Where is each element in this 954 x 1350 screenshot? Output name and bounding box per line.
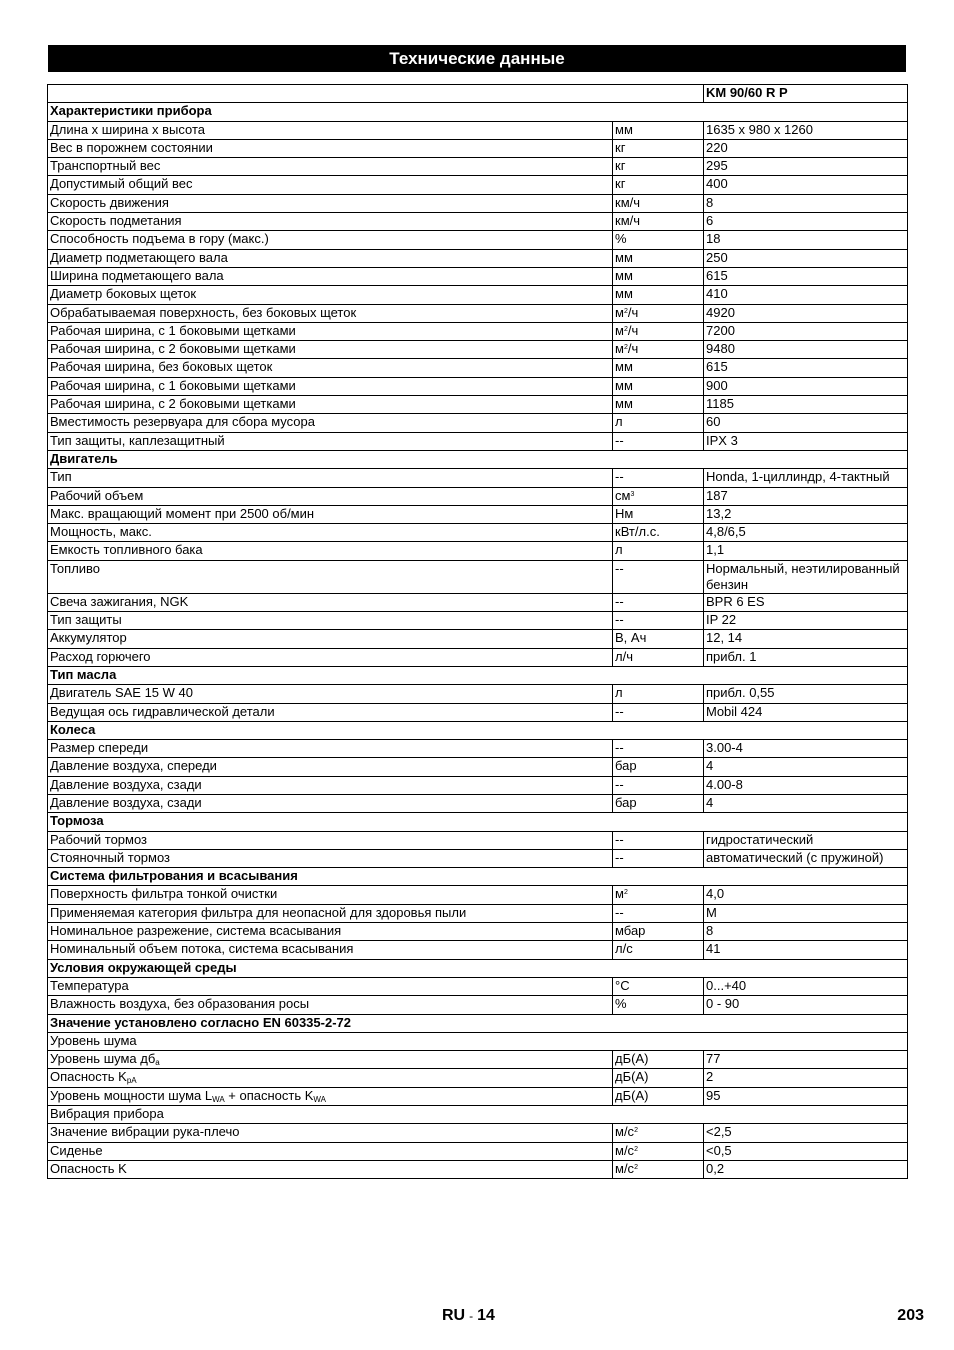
param-unit: %	[613, 231, 704, 249]
param-unit	[613, 886, 704, 904]
param-unit: мм	[613, 267, 704, 285]
unit-exponent: 2	[623, 307, 628, 315]
param-label: Длина x ширина x высота	[48, 121, 613, 139]
param-value: Honda, 1-циллиндр, 4-тактный	[704, 469, 908, 487]
model-header-blank	[48, 85, 704, 103]
param-label: Топливо	[48, 560, 613, 593]
param-label: Ширина подметающего вала	[48, 267, 613, 285]
param-value: 4	[704, 758, 908, 776]
unit-exponent: 3	[630, 490, 635, 498]
unit-text: см	[615, 487, 631, 503]
param-value: 220	[704, 139, 908, 157]
param-unit: мм	[613, 396, 704, 414]
param-value: 615	[704, 267, 908, 285]
param-unit: кг	[613, 176, 704, 194]
param-unit: л/с	[613, 941, 704, 959]
param-unit: кг	[613, 158, 704, 176]
param-value: прибл. 0,55	[704, 685, 908, 703]
param-value: IPX 3	[704, 432, 908, 450]
param-label: Поверхность фильтра тонкой очистки	[48, 886, 613, 904]
param-unit: В, Ач	[613, 630, 704, 648]
unit-text: /ч	[627, 322, 639, 338]
param-label: Скорость подметания	[48, 213, 613, 231]
table-row	[48, 886, 908, 904]
table-row	[48, 831, 908, 849]
param-label: Тип защиты	[48, 612, 613, 630]
param-value: прибл. 1	[704, 648, 908, 666]
param-unit: --	[613, 432, 704, 450]
param-label: Номинальный объем потока, система всасывания	[48, 941, 613, 959]
table-row	[48, 1124, 908, 1142]
param-value: автоматический (с пружиной)	[704, 849, 908, 867]
section-heading-row	[48, 1014, 908, 1032]
param-value: 2	[704, 1069, 908, 1087]
param-unit: мм	[613, 286, 704, 304]
table-row	[48, 1106, 908, 1124]
section-heading: Система фильтрования и всасывания	[48, 868, 908, 886]
section-heading: Двигатель	[48, 450, 908, 468]
param-unit: мм	[613, 121, 704, 139]
label-subscript: a	[155, 1058, 160, 1068]
param-label: Давление воздуха, сзади	[48, 794, 613, 812]
table-row	[48, 648, 908, 666]
param-label: Двигатель SAE 15 W 40	[48, 685, 613, 703]
param-value: 77	[704, 1051, 908, 1069]
section-heading: Характеристики прибора	[48, 103, 908, 121]
table-row	[48, 286, 908, 304]
table-row	[48, 139, 908, 157]
param-label: Рабочий тормоз	[48, 831, 613, 849]
table-row	[48, 630, 908, 648]
param-unit: л	[613, 542, 704, 560]
table-row	[48, 560, 908, 593]
table-row	[48, 977, 908, 995]
label-text: Опасность K	[50, 1069, 127, 1085]
param-unit: мм	[613, 249, 704, 267]
label-subscript: WA	[212, 1094, 225, 1104]
table-row	[48, 249, 908, 267]
param-unit: --	[613, 612, 704, 630]
param-label: Емкость топливного бака	[48, 542, 613, 560]
table-row	[48, 1051, 908, 1069]
table-row	[48, 542, 908, 560]
param-label: Свеча зажигания, NGK	[48, 593, 613, 611]
table-row	[48, 941, 908, 959]
section-heading-row	[48, 959, 908, 977]
param-label: Ведущая ось гидравлической детали	[48, 703, 613, 721]
footer-num: 14	[477, 1307, 495, 1324]
unit-text: м/с	[615, 1142, 635, 1158]
param-value: 4,0	[704, 886, 908, 904]
page-title: Технические данные	[48, 45, 906, 72]
section-heading: Тормоза	[48, 813, 908, 831]
param-label: Вибрация прибора	[48, 1106, 908, 1124]
param-value: 187	[704, 487, 908, 505]
param-unit	[613, 341, 704, 359]
param-label: Влажность воздуха, без образования росы	[48, 996, 613, 1014]
param-value: 6	[704, 213, 908, 231]
param-unit: --	[613, 776, 704, 794]
param-label: Диаметр подметающего вала	[48, 249, 613, 267]
section-heading-row	[48, 450, 908, 468]
param-unit: бар	[613, 758, 704, 776]
param-value: <2,5	[704, 1124, 908, 1142]
param-label: Тип	[48, 469, 613, 487]
param-label: Температура	[48, 977, 613, 995]
table-row	[48, 849, 908, 867]
page-footer-label	[442, 1307, 495, 1325]
unit-text: м	[615, 886, 624, 902]
table-row	[48, 923, 908, 941]
param-unit: --	[613, 593, 704, 611]
label-text: Уровень шума дб	[50, 1051, 156, 1067]
param-label: Скорость движения	[48, 194, 613, 212]
param-label	[48, 1069, 613, 1087]
param-unit	[613, 322, 704, 340]
table-row	[48, 213, 908, 231]
table-row	[48, 904, 908, 922]
param-label	[48, 1051, 613, 1069]
unit-exponent: 2	[634, 1163, 638, 1171]
param-value: 1635 x 980 x 1260	[704, 121, 908, 139]
unit-text: м	[615, 304, 624, 320]
param-unit: --	[613, 703, 704, 721]
unit-exponent: 2	[623, 344, 628, 352]
param-value: 18	[704, 231, 908, 249]
table-row	[48, 758, 908, 776]
footer-dash: -	[469, 1309, 474, 1323]
param-value: 4920	[704, 304, 908, 322]
unit-exponent: 2	[623, 889, 628, 897]
param-value: IP 22	[704, 612, 908, 630]
table-row	[48, 685, 908, 703]
param-label: Обрабатываемая поверхность, без боковых щеток	[48, 304, 613, 322]
model-name: KM 90/60 R P	[704, 85, 908, 103]
param-unit: --	[613, 849, 704, 867]
param-label: Значение вибрации рука-плечо	[48, 1124, 613, 1142]
param-label: Рабочий объем	[48, 487, 613, 505]
table-row	[48, 194, 908, 212]
table-row	[48, 432, 908, 450]
param-label: Номинальное разрежение, система всасывания	[48, 923, 613, 941]
param-unit: мм	[613, 359, 704, 377]
param-unit: --	[613, 740, 704, 758]
label-subscript: pA	[126, 1076, 137, 1086]
param-label: Давление воздуха, спереди	[48, 758, 613, 776]
table-row	[48, 703, 908, 721]
table-row	[48, 304, 908, 322]
param-value: 60	[704, 414, 908, 432]
param-label: Допустимый общий вес	[48, 176, 613, 194]
table-row	[48, 776, 908, 794]
table-row	[48, 1160, 908, 1178]
unit-exponent: 2	[634, 1127, 638, 1135]
param-unit: --	[613, 560, 704, 593]
table-row	[48, 612, 908, 630]
param-label: Рабочая ширина, с 1 боковыми щетками	[48, 322, 613, 340]
param-unit	[613, 487, 704, 505]
table-row	[48, 231, 908, 249]
param-label: Давление воздуха, сзади	[48, 776, 613, 794]
param-value: 410	[704, 286, 908, 304]
param-value: 4	[704, 794, 908, 812]
param-value: 9480	[704, 341, 908, 359]
param-label: Диаметр боковых щеток	[48, 286, 613, 304]
param-unit: кВт/л.с.	[613, 524, 704, 542]
unit-exponent: 2	[623, 325, 628, 333]
param-value: 0 - 90	[704, 996, 908, 1014]
param-unit: бар	[613, 794, 704, 812]
param-label	[48, 1087, 613, 1105]
section-heading-row	[48, 103, 908, 121]
model-header-row	[48, 85, 908, 103]
table-row	[48, 1142, 908, 1160]
section-heading-row	[48, 721, 908, 739]
param-value: 8	[704, 194, 908, 212]
param-label: Рабочая ширина, с 2 боковыми щетками	[48, 341, 613, 359]
param-value: <0,5	[704, 1142, 908, 1160]
param-unit	[613, 304, 704, 322]
param-unit: дБ(A)	[613, 1051, 704, 1069]
param-label: Вес в порожнем состоянии	[48, 139, 613, 157]
param-unit: дБ(A)	[613, 1087, 704, 1105]
section-heading: Колеса	[48, 721, 908, 739]
section-heading: Значение установлено согласно EN 60335-2-72	[48, 1014, 908, 1032]
param-value: 41	[704, 941, 908, 959]
section-heading-row	[48, 868, 908, 886]
param-value: 400	[704, 176, 908, 194]
param-value: 13,2	[704, 505, 908, 523]
param-unit: кг	[613, 139, 704, 157]
table-row	[48, 1032, 908, 1050]
param-label: Вместимость резервуара для сбора мусора	[48, 414, 613, 432]
param-unit: км/ч	[613, 213, 704, 231]
label-text: Уровень мощности шума L	[50, 1087, 213, 1103]
param-label: Размер спереди	[48, 740, 613, 758]
table-row	[48, 593, 908, 611]
param-label: Расход горючего	[48, 648, 613, 666]
param-label: Аккумулятор	[48, 630, 613, 648]
param-value: 12, 14	[704, 630, 908, 648]
param-unit: л/ч	[613, 648, 704, 666]
table-row	[48, 740, 908, 758]
param-unit: --	[613, 469, 704, 487]
param-unit: мм	[613, 377, 704, 395]
param-value: 900	[704, 377, 908, 395]
param-label: Макс. вращающий момент при 2500 об/мин	[48, 505, 613, 523]
param-unit: --	[613, 831, 704, 849]
param-unit: л	[613, 414, 704, 432]
footer-lang: RU	[442, 1307, 466, 1324]
param-value: 250	[704, 249, 908, 267]
table-row	[48, 996, 908, 1014]
param-unit	[613, 1124, 704, 1142]
param-value: 4.00-8	[704, 776, 908, 794]
param-value: 95	[704, 1087, 908, 1105]
param-label: Сиденье	[48, 1142, 613, 1160]
table-row	[48, 158, 908, 176]
table-row	[48, 487, 908, 505]
table-row	[48, 414, 908, 432]
param-value: 1,1	[704, 542, 908, 560]
table-row	[48, 396, 908, 414]
param-value: Mobil 424	[704, 703, 908, 721]
section-heading: Тип масла	[48, 666, 908, 684]
table-row	[48, 505, 908, 523]
param-label: Рабочая ширина, без боковых щеток	[48, 359, 613, 377]
unit-text: м/с	[615, 1160, 635, 1176]
param-value: 615	[704, 359, 908, 377]
unit-text: м	[615, 322, 624, 338]
table-row	[48, 267, 908, 285]
param-value: 1185	[704, 396, 908, 414]
table-row	[48, 794, 908, 812]
table-row	[48, 524, 908, 542]
unit-text: /ч	[627, 304, 639, 320]
param-value: 3.00-4	[704, 740, 908, 758]
table-row	[48, 1087, 908, 1105]
param-label: Рабочая ширина, с 1 боковыми щетками	[48, 377, 613, 395]
param-unit: л	[613, 685, 704, 703]
page-number: 203	[897, 1307, 924, 1324]
table-row	[48, 341, 908, 359]
param-unit	[613, 1142, 704, 1160]
param-unit: °C	[613, 977, 704, 995]
unit-text: /ч	[627, 341, 639, 357]
param-label: Тип защиты, каплезащитный	[48, 432, 613, 450]
param-label: Мощность, макс.	[48, 524, 613, 542]
param-label: Уровень шума	[48, 1032, 908, 1050]
param-label: Способность подъема в гору (макс.)	[48, 231, 613, 249]
section-heading: Условия окружающей среды	[48, 959, 908, 977]
param-value: гидростатический	[704, 831, 908, 849]
param-value: 0...+40	[704, 977, 908, 995]
param-value: BPR 6 ES	[704, 593, 908, 611]
table-row	[48, 322, 908, 340]
param-label: Транспортный вес	[48, 158, 613, 176]
param-unit: мбар	[613, 923, 704, 941]
param-unit: %	[613, 996, 704, 1014]
tech-data-table	[47, 84, 908, 1179]
table-row	[48, 176, 908, 194]
table-row	[48, 377, 908, 395]
table-row	[48, 469, 908, 487]
param-unit: км/ч	[613, 194, 704, 212]
param-label: Рабочая ширина, с 2 боковыми щетками	[48, 396, 613, 414]
unit-text: м/с	[615, 1124, 635, 1140]
param-label: Применяемая категория фильтра для неопасной для здоровья пыли	[48, 904, 613, 922]
section-heading-row	[48, 813, 908, 831]
param-value: 7200	[704, 322, 908, 340]
param-unit	[613, 1160, 704, 1178]
param-value: 8	[704, 923, 908, 941]
param-unit: Нм	[613, 505, 704, 523]
param-value: Нормальный, неэтилированный бензин	[704, 560, 908, 593]
param-value: 0,2	[704, 1160, 908, 1178]
param-unit: --	[613, 904, 704, 922]
label-text: + опасность K	[224, 1087, 314, 1103]
param-value: 295	[704, 158, 908, 176]
param-unit: дБ(A)	[613, 1069, 704, 1087]
unit-exponent: 2	[634, 1145, 638, 1153]
unit-text: м	[615, 341, 624, 357]
param-label: Стояночный тормоз	[48, 849, 613, 867]
param-label: Опасность K	[48, 1160, 613, 1178]
param-value: M	[704, 904, 908, 922]
section-heading-row	[48, 666, 908, 684]
table-row	[48, 359, 908, 377]
table-row	[48, 1069, 908, 1087]
label-subscript: WA	[313, 1094, 327, 1104]
table-row	[48, 121, 908, 139]
param-value: 4,8/6,5	[704, 524, 908, 542]
